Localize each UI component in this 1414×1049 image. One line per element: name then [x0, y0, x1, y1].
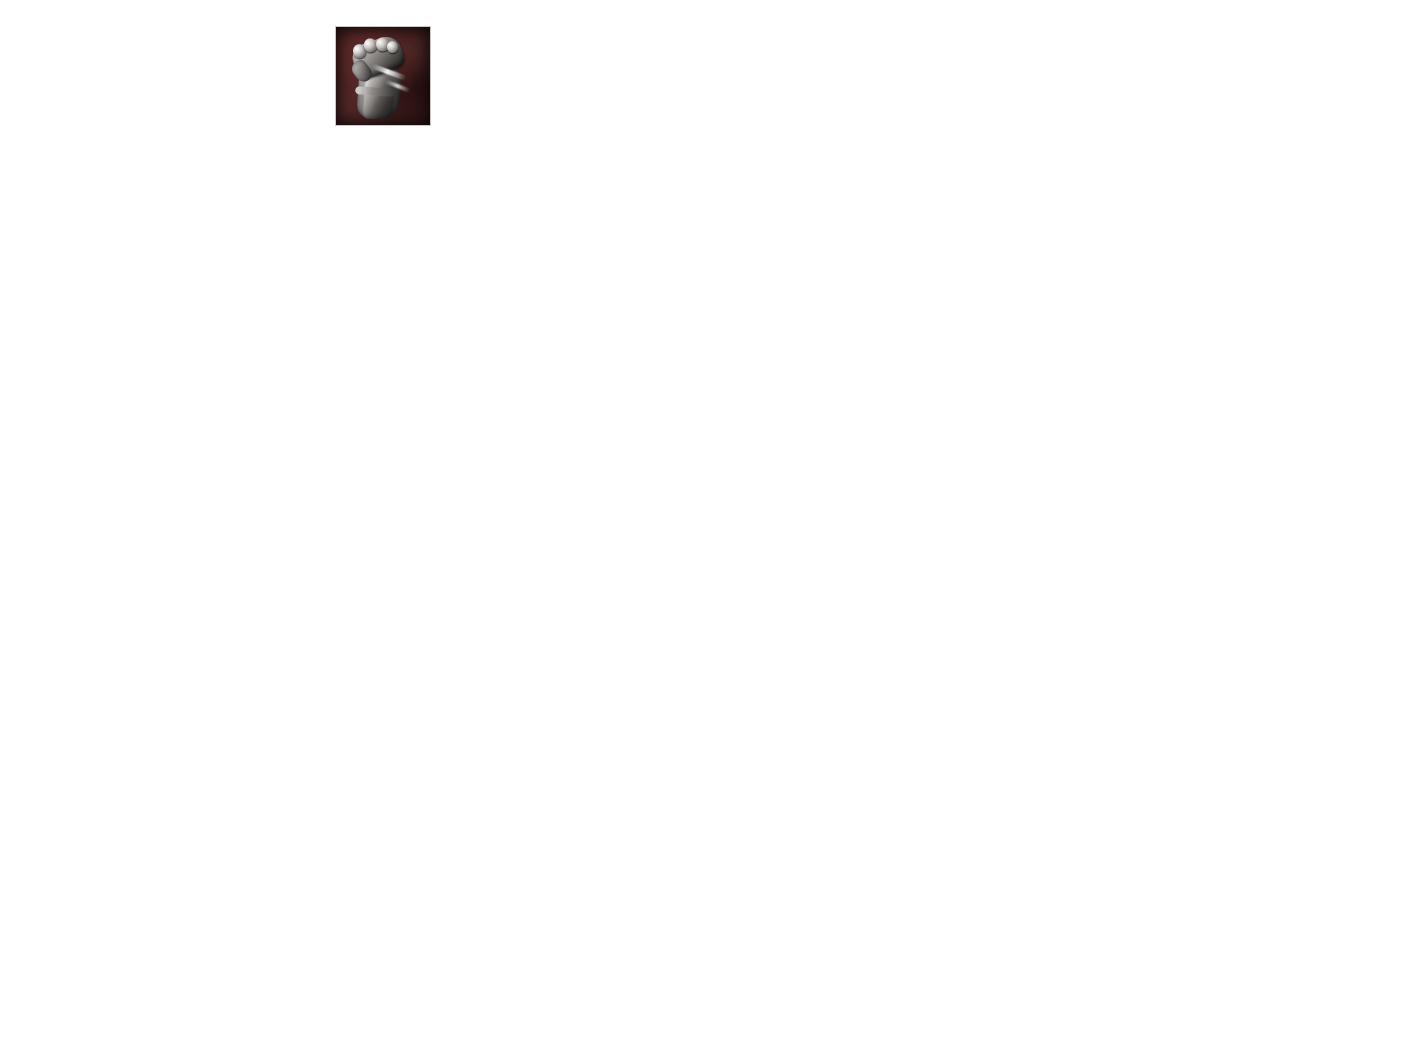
gauntlet-artwork [335, 26, 431, 126]
gauntlet-item-icon[interactable] [335, 26, 431, 126]
